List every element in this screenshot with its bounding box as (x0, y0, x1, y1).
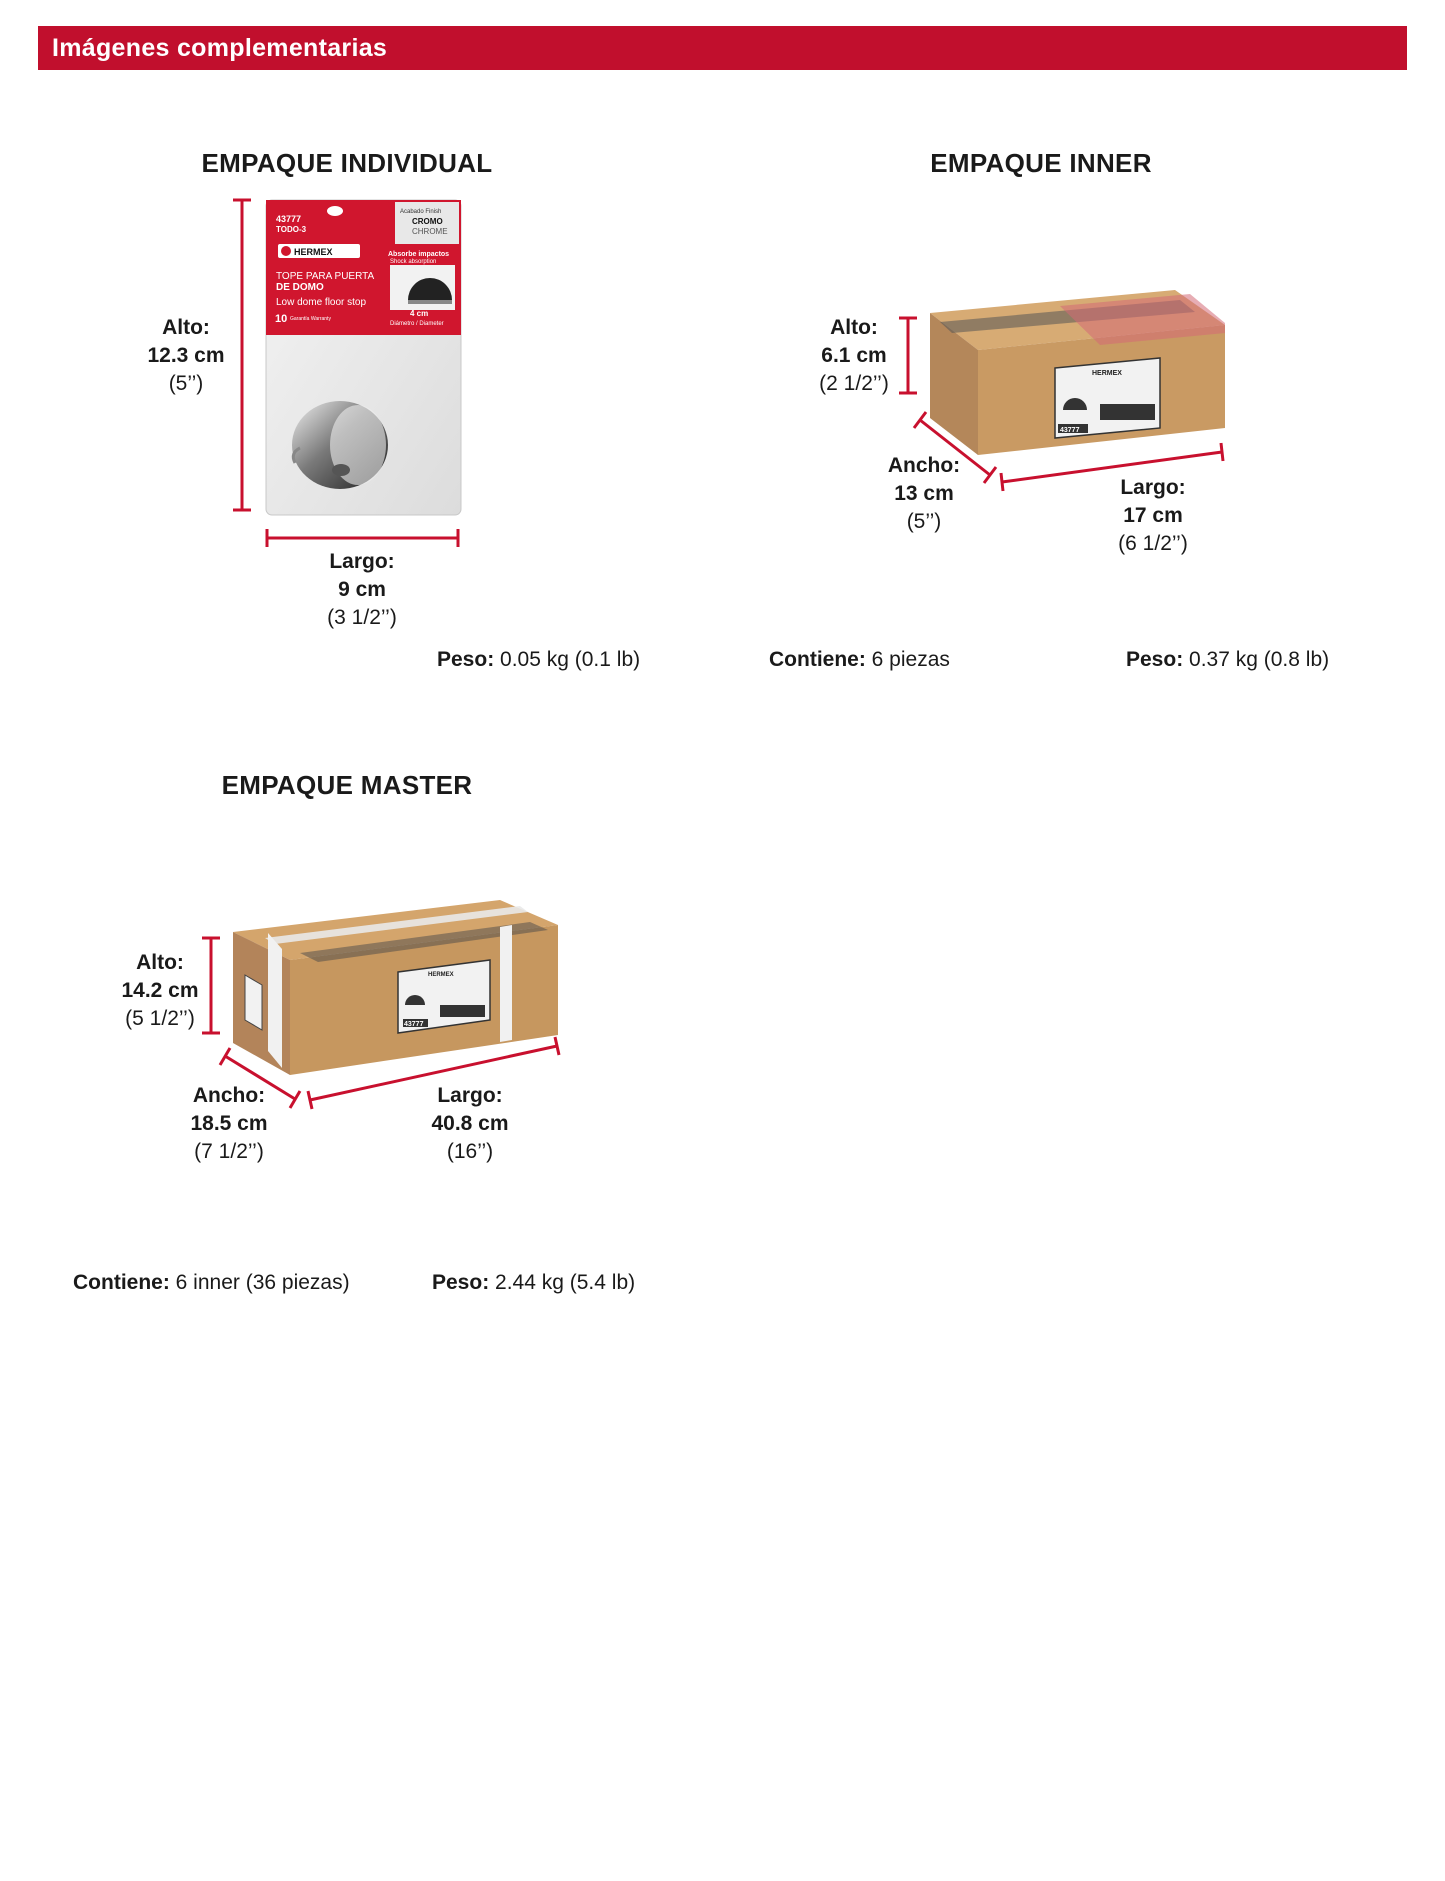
section-header-title: Imágenes complementarias (52, 34, 388, 62)
inner-peso (1126, 648, 1329, 672)
master-largo-value: 40.8 cm (431, 1112, 509, 1135)
master-title: EMPAQUE MASTER (221, 770, 473, 800)
individual-largo-inches: (3 1/2’’) (327, 606, 397, 629)
inner-box-code: 43777 (1060, 427, 1080, 434)
pkg-size-label: Diámetro / Diameter (390, 321, 444, 327)
pkg-finish-en: CHROME (412, 227, 448, 236)
pkg-finish-es: CROMO (412, 217, 443, 226)
individual-alto-inches: (5’’) (168, 372, 204, 395)
individual-largo-value: 9 cm (338, 578, 386, 601)
individual-peso-value: 0.05 kg (0.1 lb) (500, 648, 641, 671)
individual-alto-value: 12.3 cm (147, 344, 225, 367)
master-largo-label: Largo: (437, 1084, 503, 1107)
pkg-warranty-label: Garantía Warranty (290, 316, 331, 322)
master-alto-value: 14.2 cm (121, 979, 199, 1002)
pkg-name-en: Low dome floor stop (276, 297, 367, 308)
master-peso (432, 1271, 635, 1295)
pkg-feature-en: Shock absorption (390, 259, 437, 265)
inner-title: EMPAQUE INNER (930, 148, 1152, 178)
inner-ancho-label: Ancho: (887, 454, 961, 477)
master-peso-label: Peso: (432, 1271, 496, 1294)
inner-ancho (854, 452, 994, 536)
inner-contiene-label: Contiene: (769, 648, 872, 671)
inner-box-brand: HERMEX (1092, 370, 1122, 377)
inner-alto-inches: (2 1/2’’) (819, 372, 889, 395)
master-alto-inches: (5 1/2’’) (125, 1007, 195, 1030)
master-ancho (159, 1082, 299, 1166)
pkg-finish-label: Acabado Finish (400, 209, 442, 215)
individual-peso-label: Peso: (437, 648, 501, 671)
inner-ancho-inches: (5’’) (906, 510, 942, 533)
master-largo-inches: (16’’) (446, 1140, 494, 1163)
pkg-brand: HERMEX (294, 247, 333, 257)
inner-ancho-value: 13 cm (894, 482, 954, 505)
individual-alto-label: Alto: (162, 316, 210, 339)
master-peso-value: 2.44 kg (5.4 lb) (495, 1271, 636, 1294)
master-contiene-label: Contiene: (73, 1271, 176, 1294)
master-alto-label: Alto: (136, 951, 184, 974)
master-ancho-label: Ancho: (192, 1084, 266, 1107)
master-ancho-value: 18.5 cm (190, 1112, 268, 1135)
master-contiene (73, 1271, 350, 1295)
pkg-name-es-2: DE DOMO (276, 282, 324, 293)
individual-peso (437, 648, 640, 672)
individual-alto (116, 314, 256, 398)
individual-title: EMPAQUE INDIVIDUAL (201, 148, 493, 178)
individual-largo (292, 548, 432, 632)
inner-largo (1083, 474, 1223, 558)
pkg-name-es-1: TOPE PARA PUERTA (276, 271, 375, 282)
master-largo (400, 1082, 540, 1166)
pkg-model: TODO-3 (276, 225, 307, 234)
master-alto (90, 949, 230, 1033)
inner-largo-value: 17 cm (1123, 504, 1183, 527)
pkg-warranty: 10 (275, 313, 288, 325)
master-box-image (233, 900, 558, 1075)
individual-largo-label: Largo: (329, 550, 395, 573)
inner-alto-label: Alto: (830, 316, 878, 339)
inner-alto (784, 314, 924, 398)
inner-contiene-value: 6 piezas (871, 648, 950, 671)
master-box-code: 43777 (404, 1021, 424, 1028)
pkg-feature-es: Absorbe impactos (388, 251, 450, 258)
pkg-size: 4 cm (410, 309, 429, 318)
master-box-brand: HERMEX (428, 972, 454, 978)
inner-largo-label: Largo: (1120, 476, 1186, 499)
master-ancho-inches: (7 1/2’’) (194, 1140, 264, 1163)
pkg-code: 43777 (276, 214, 302, 224)
master-contiene-value: 6 inner (36 piezas) (175, 1271, 350, 1294)
inner-largo-inches: (6 1/2’’) (1118, 532, 1188, 555)
inner-peso-label: Peso: (1126, 648, 1190, 671)
inner-contiene (769, 648, 950, 672)
inner-peso-value: 0.37 kg (0.8 lb) (1189, 648, 1330, 671)
inner-alto-value: 6.1 cm (821, 344, 887, 367)
